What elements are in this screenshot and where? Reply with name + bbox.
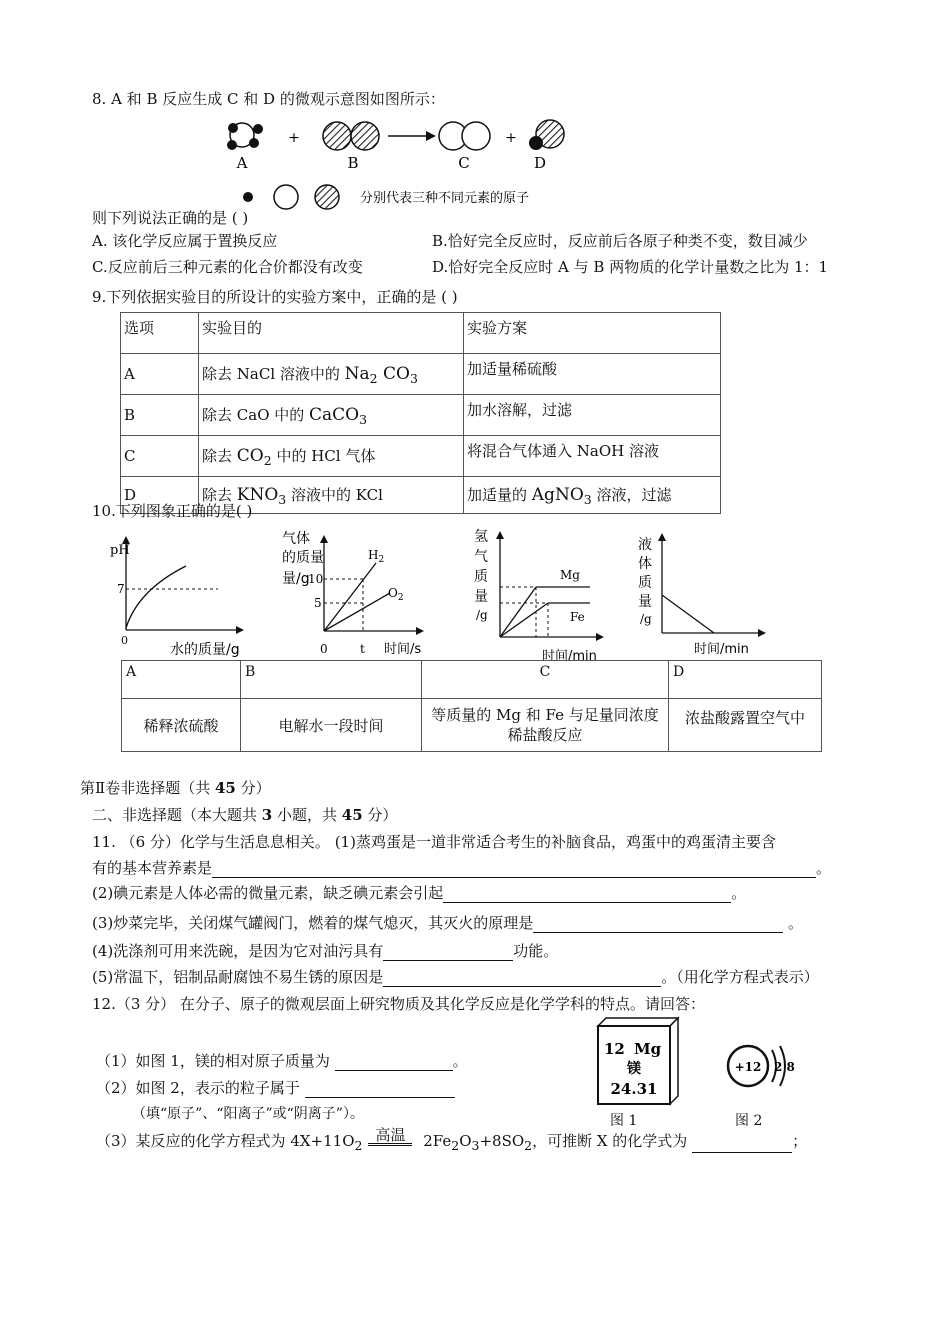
- molecule-c: [439, 122, 490, 150]
- origin: 0: [121, 634, 128, 647]
- axis-label-x: 水的质量/g: [170, 642, 240, 658]
- reaction-arrow: [388, 131, 436, 141]
- label-c: C: [458, 154, 470, 172]
- o2-line: [324, 593, 390, 631]
- molecule-a: [227, 123, 263, 150]
- row-option: D: [121, 477, 199, 514]
- label-a: A: [236, 154, 248, 172]
- label-d: D: [533, 154, 547, 172]
- ylabel-1: 氢: [474, 529, 488, 545]
- atomic-number: 12: [604, 1040, 625, 1058]
- q8-option-b: B.恰好完全反应时，反应前后各原子种类不变，数目减少: [432, 232, 808, 250]
- h2-label: $H_2$: [368, 548, 385, 565]
- letter-c: C: [422, 661, 669, 699]
- axis-label-ph: pH: [110, 543, 130, 558]
- table-row: [122, 661, 822, 699]
- q8-stem: 8. A 和 B 反应生成 C 和 D 的微观示意图如图所示：: [92, 90, 445, 108]
- table-header: [121, 313, 721, 354]
- part2-subtitle: 二、非选择题（本大题共 3 小题，共 45 分）: [92, 806, 398, 824]
- legend-atoms: [243, 185, 339, 209]
- header-scheme: 实验方案: [464, 313, 721, 354]
- label-b: B: [347, 154, 359, 172]
- letter-d: D: [669, 661, 822, 699]
- desc-b: 电解水一段时间: [241, 699, 422, 752]
- graph-b: [278, 525, 438, 660]
- q9-table: [120, 312, 721, 514]
- tick-t: t: [360, 642, 365, 656]
- table-row: [121, 395, 721, 436]
- row-scheme: 将混合气体通入 NaOH 溶液: [464, 436, 721, 477]
- q10-table: [121, 660, 822, 752]
- molecule-b: [323, 122, 379, 150]
- q8-option-c: C.反应前后三种元素的化合价都没有改变: [92, 258, 363, 276]
- element-symbol: Mg: [634, 1040, 662, 1058]
- fe-label: Fe: [570, 610, 585, 624]
- answer-blank[interactable]: [335, 1055, 453, 1071]
- origin: 0: [320, 642, 328, 656]
- desc-c: 等质量的 Mg 和 Fe 与足量同浓度稀盐酸反应: [422, 699, 669, 752]
- nucleus-charge: +12: [734, 1060, 762, 1074]
- table-row: [121, 436, 721, 477]
- ylabel-4: 量: [474, 589, 488, 605]
- axis-label-x: 时间/min: [694, 642, 749, 657]
- graph-d: [632, 525, 782, 660]
- header-option: 选项: [121, 313, 199, 354]
- q12-stem: 12.（3 分） 在分子、原子的微观层面上研究物质及其化学反应是化学学科的特点。请回答：: [92, 995, 705, 1013]
- legend-text: 分别代表三种不同元素的原子: [360, 191, 530, 206]
- q12-part3: （3）某反应的化学方程式为 $4X+11O_2$高温 $2Fe_2O_3+8SO_2$，可推断 X 的化学式为 ；: [96, 1126, 808, 1153]
- ylabel-3: 质: [638, 575, 652, 591]
- tick-7: 7: [117, 582, 125, 596]
- figure2-caption: 图 2: [735, 1113, 763, 1129]
- row-option: C: [121, 436, 199, 477]
- ylabel-2: 体: [638, 556, 652, 572]
- ylabel-line3: 量/g: [282, 571, 310, 587]
- header-purpose: 实验目的: [199, 313, 464, 354]
- q8-question: 则下列说法正确的是 ( ): [92, 209, 249, 227]
- ylabel-4: 量: [638, 594, 652, 610]
- row-purpose: 除去 $CO_2$ 中的 HCl 气体: [199, 436, 464, 477]
- q8-reaction-diagram: [220, 115, 580, 215]
- answer-blank[interactable]: [533, 917, 783, 933]
- letter-a: A: [122, 661, 241, 699]
- q11-line6: (5)常温下，铝制品耐腐蚀不易生锈的原因是 。（用化学方程式表示）: [92, 968, 819, 986]
- q12-part2: （2）如图 2，表示的粒子属于: [96, 1077, 455, 1098]
- plus-sign: +: [288, 130, 300, 146]
- table-row: [121, 354, 721, 395]
- table-row: [122, 699, 822, 752]
- tick-5: 5: [314, 596, 322, 610]
- figure2-ion-structure: [722, 1036, 802, 1106]
- q11-line5: (4)洗涤剂可用来洗碗，是因为它对油污具有 功能。: [92, 942, 559, 960]
- graph-c: [468, 525, 618, 665]
- h2-line: [324, 563, 376, 631]
- answer-blank[interactable]: [443, 887, 731, 903]
- ylabel-3: 质: [474, 569, 488, 585]
- electron-shells: 2 8: [774, 1060, 795, 1074]
- q11-line3: (2)碘元素是人体必需的微量元素，缺乏碘元素会引起 。: [92, 884, 747, 902]
- row-scheme: 加水溶解，过滤: [464, 395, 721, 436]
- condition-high-temp: 高温: [368, 1127, 412, 1146]
- answer-blank[interactable]: [383, 971, 661, 987]
- mg-label: Mg: [560, 568, 580, 582]
- desc-a: 稀释浓硫酸: [122, 699, 241, 752]
- figure1-caption: 图 1: [610, 1113, 638, 1129]
- figure1-element-box: [590, 1016, 685, 1114]
- desc-d: 浓盐酸露置空气中: [669, 699, 822, 752]
- row-scheme: 加适量稀硫酸: [464, 354, 721, 395]
- q10-stem: 10.下列图象正确的是( ): [92, 502, 253, 520]
- plus-sign: +: [505, 130, 517, 146]
- ylabel-1: 液: [638, 537, 652, 553]
- q11-line4: (3)炒菜完毕，关闭煤气罐阀门，燃着的煤气熄灭，其灭火的原理是 。: [92, 914, 804, 932]
- tick-10: 10: [308, 572, 324, 586]
- letter-b: B: [241, 661, 422, 699]
- liquid-line: [662, 595, 714, 633]
- q12-part1: （1）如图 1，镁的相对原子质量为 。: [96, 1052, 468, 1070]
- q8-option-d: D.恰好完全反应时 A 与 B 两物质的化学计量数之比为 1：1: [432, 258, 829, 276]
- row-option: B: [121, 395, 199, 436]
- molecule-d: [529, 120, 564, 150]
- q11-line1: 11. （6 分）化学与生活息息相关。 (1)蒸鸡蛋是一道非常适合考生的补脑食品，鸡蛋中的鸡蛋清主要含: [92, 833, 776, 851]
- graph-a: [100, 530, 260, 660]
- answer-blank[interactable]: [305, 1082, 455, 1098]
- ylabel-2: 气: [474, 549, 488, 565]
- row-option: A: [121, 354, 199, 395]
- answer-blank[interactable]: [692, 1137, 792, 1153]
- row-purpose: 除去 $KNO_3$ 溶液中的 KCl: [199, 477, 464, 514]
- ylabel-5: /g: [476, 608, 488, 622]
- answer-blank[interactable]: [212, 862, 816, 878]
- ph-curve: [126, 566, 186, 628]
- q12-part2-note: （填“原子”、“阳离子”或“阴离子”）。: [132, 1106, 364, 1122]
- row-scheme: 加适量的 AgNO$_3$ 溶液，过滤: [464, 477, 721, 514]
- mg-line: [500, 587, 536, 637]
- ylabel-line1: 气体: [282, 531, 310, 547]
- q9-stem: 9.下列依据实验目的所设计的实验方案中，正确的是 ( ): [92, 288, 458, 306]
- element-name: 镁: [627, 1061, 641, 1077]
- ylabel-line2: 的质量: [282, 550, 324, 566]
- axis-label-x: 时间/s: [384, 642, 422, 657]
- row-purpose: 除去 CaO 中的 CaCO$_3$: [199, 395, 464, 436]
- row-purpose: 除去 NaCl 溶液中的 $Na_2$ $CO_3$: [199, 354, 464, 395]
- q8-option-a: A. 该化学反应属于置换反应: [92, 232, 278, 250]
- atomic-mass: 24.31: [610, 1080, 658, 1098]
- fe-line: [500, 603, 548, 637]
- q11-line2: 有的基本营养素是 。: [92, 859, 832, 877]
- ylabel-5: /g: [640, 612, 652, 626]
- part2-title: 第Ⅱ卷非选择题（共 45 分）: [80, 779, 271, 797]
- answer-blank[interactable]: [383, 945, 513, 961]
- axis-label-x: 时间/min: [542, 649, 597, 664]
- o2-label: $O_2$: [388, 586, 404, 603]
